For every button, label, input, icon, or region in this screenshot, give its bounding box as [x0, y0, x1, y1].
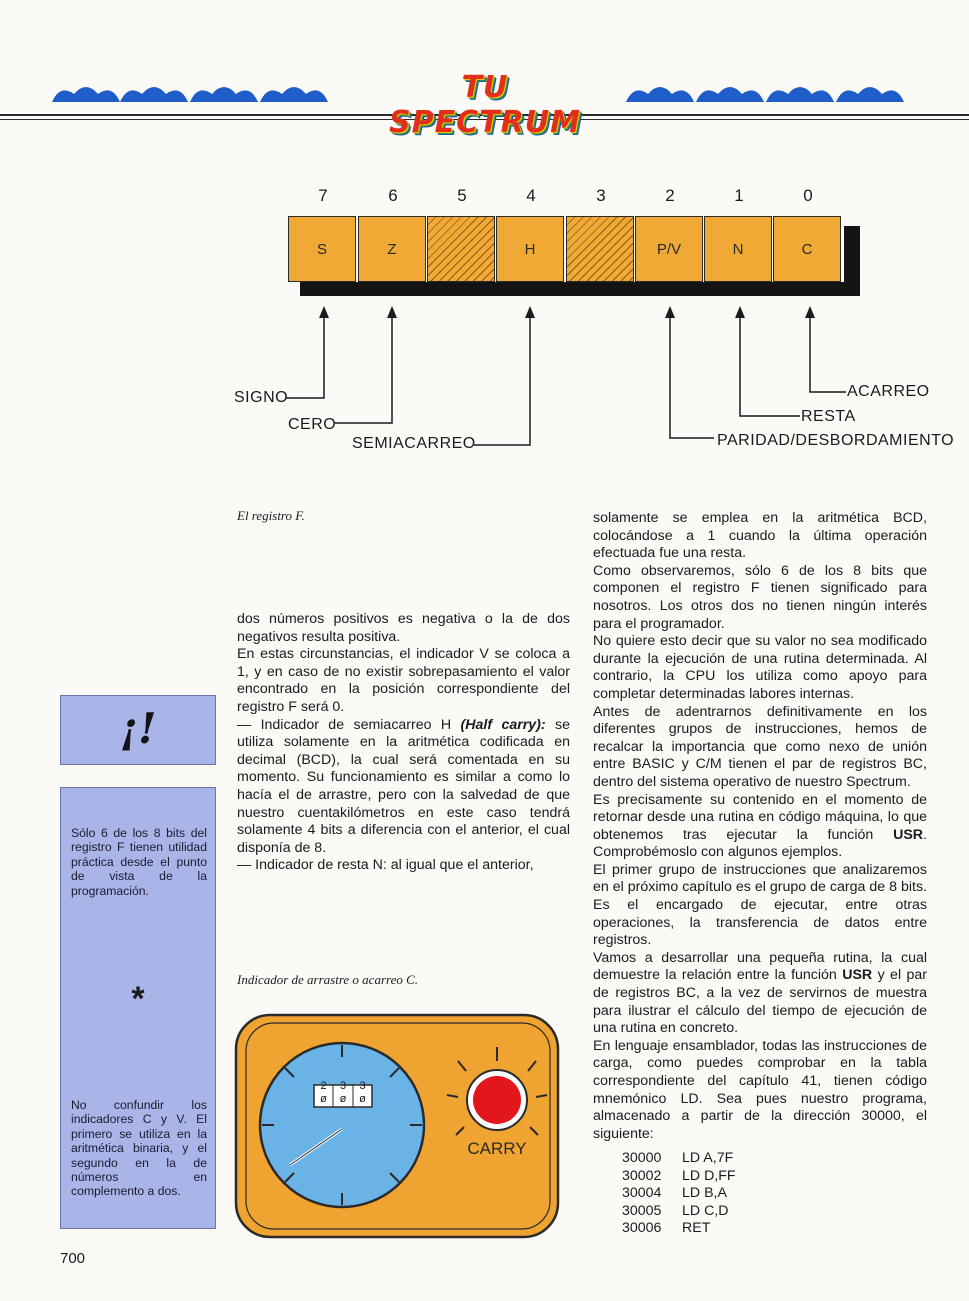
- paragraph: dos números positivos es negativa o la de dos negativos resulta positiva.: [237, 611, 570, 645]
- code-instruction: LD C,D: [682, 1202, 729, 1219]
- label-semiacarreo: SEMIACARREO: [352, 435, 476, 452]
- code-address: 30004: [622, 1185, 662, 1201]
- label-paridad: PARIDAD/DESBORDAMIENTO: [717, 432, 955, 449]
- label-cero: CERO: [288, 416, 337, 433]
- code-listing: [622, 1150, 822, 1238]
- code-line: [622, 1150, 822, 1168]
- paragraph: [593, 950, 927, 1038]
- bit-number: 0: [803, 186, 813, 205]
- bit-number: 3: [596, 186, 606, 205]
- paragraph: El primer grupo de instrucciones que analizaremos en el próximo capítulo es el grupo de carga de 8 bits. Es el encargado de ejecutar, entre otras operaciones, la transferencia de datos entre registros.: [593, 861, 927, 949]
- page-title: TU SPECTRUM: [389, 70, 581, 140]
- bit-number: 1: [734, 186, 744, 205]
- register-bit-h: H: [496, 216, 564, 282]
- counter-digit: ø: [359, 1093, 366, 1105]
- text-run: Vamos a desarrollar una pequeña rutina, la cual demuestre la relación entre la función: [593, 949, 927, 984]
- counter-digit: 3: [339, 1080, 347, 1092]
- carry-label: CARRY: [467, 1139, 527, 1158]
- asterisk-icon: *: [131, 980, 145, 1018]
- sidebar-note: Sólo 6 de los 8 bits del registro F tienen utilidad práctica desde el punto de vista de la programación.: [71, 826, 207, 898]
- paragraph: Como observaremos, sólo 6 de los 8 bits que componen el registro F tienen significado para nosotros. Los otros dos no tienen ningún interés para el programador.: [593, 562, 927, 632]
- counter-digits-top: [314, 1080, 372, 1092]
- caption-carry: Indicador de arrastre o acarreo C.: [237, 972, 419, 987]
- left-column: [237, 611, 570, 875]
- code-line: [622, 1168, 822, 1186]
- code-instruction: LD A,7F: [682, 1150, 734, 1166]
- code-line: [622, 1185, 822, 1203]
- register-f-diagram: [220, 180, 960, 460]
- bit-number: 4: [526, 186, 536, 205]
- counter-digit: ø: [339, 1093, 347, 1105]
- label-resta: RESTA: [801, 408, 856, 425]
- paragraph: solamente se emplea en la aritmética BCD, colocándose a 1 cuando la última operación efectuada fue una resta.: [593, 510, 927, 562]
- text-run: — Indicador de semiacarreo H: [237, 716, 461, 733]
- text-run: y el par de registros BC, a la vez de servirnos de muestra para ilustrar el cálculo del tiempo de ejecución de una rutina en concreto.: [593, 967, 927, 1037]
- paragraph: Antes de adentrarnos definitivamente en los diferentes grupos de instrucciones, hemos de recalcar la importancia que como nexo de unión entre BASIC y C/M tienen el par de registros BC, dentro del sistema operativo de nuestro Spectrum.: [593, 703, 927, 790]
- sidebar-note: No confundir los indicadores C y V. El primero se utiliza en la aritmética binaria, y el segundo en la de números en complemento a dos.: [71, 1098, 207, 1199]
- code-address: 30005: [622, 1202, 662, 1219]
- caption-register: El registro F.: [237, 508, 305, 523]
- code-instruction: LD D,FF: [682, 1167, 736, 1184]
- register-bit-pv: P/V: [635, 216, 703, 282]
- bit-number: 7: [318, 186, 328, 205]
- emphasis-half-carry: (Half carry):: [460, 716, 546, 733]
- paragraph: [237, 717, 570, 858]
- right-column: [593, 510, 927, 1143]
- code-line: [622, 1220, 822, 1238]
- counter-digit: 2: [320, 1080, 327, 1092]
- paragraph: En estas circunstancias, el indicador V se coloca a 1, y en caso de no existir sobrepasamiento el valor encontrado en la posición correspondiente del registro F será 0.: [237, 646, 570, 715]
- code-address: 30002: [622, 1167, 662, 1184]
- keyword-usr: USR: [893, 826, 924, 843]
- paragraph: [593, 792, 927, 862]
- code-line: [622, 1203, 822, 1221]
- code-address: 30006: [622, 1220, 662, 1236]
- code-instruction: RET: [682, 1220, 711, 1236]
- bit-number: 6: [388, 186, 398, 205]
- paragraph: En lenguaje ensamblador, todas las instrucciones de carga, como puedes comprobar en la tabla correspondiente del capítulo 41, tienen código mnemónico LD. Sea pues nuestro programa, almacenado a partir de la dirección 30000, el siguiente:: [593, 1037, 927, 1142]
- counter-digit: 3: [359, 1080, 366, 1092]
- sidebar-notes: [60, 787, 216, 1229]
- text-run: Es precisamente su contenido en el momento de retornar desde una rutina en código máquina, lo que obtenemos tras ejecutar la función: [593, 791, 927, 843]
- odometer-carry-drawing: [232, 1005, 572, 1245]
- text-run: se utiliza solamente en la aritmética codificada en decimal (BCD), la cual será comentada en su momento. Su funcionamiento es similar a como lo hacía el de arrastre, pero con la salvedad de que nuestro cuentakilómetros en este caso tendrá solamente 4 bits a diferencia con el anterior, el cual disponía de 8.: [237, 716, 570, 856]
- register-bit-s: S: [288, 216, 356, 282]
- code-address: 30000: [622, 1150, 662, 1166]
- bit-number: 2: [665, 186, 675, 205]
- carry-illustration: [232, 1005, 572, 1245]
- register-bit-n: N: [704, 216, 772, 282]
- sidebar-header-box: [60, 695, 216, 765]
- text-run: . Comprobémoslo con algunos ejemplos.: [593, 826, 927, 861]
- bit-number: 5: [457, 186, 467, 205]
- paragraph: — Indicador de resta N: al igual que el anterior,: [237, 857, 534, 874]
- paragraph: No quiere esto decir que su valor no sea modificado durante la ejecución de una rutina determinada. Al contrario, la CPU los utiliza como apoyo para completar determinadas labores internas.: [593, 633, 927, 702]
- register-bit-c: C: [773, 216, 841, 282]
- counter-digit: ø: [320, 1093, 327, 1105]
- counter-digits-bottom: [314, 1093, 372, 1105]
- label-acarreo: ACARREO: [847, 383, 930, 400]
- exclamation-icon: ¡!: [119, 704, 157, 753]
- label-signo: SIGNO: [234, 389, 289, 406]
- keyword-usr: USR: [842, 967, 873, 984]
- code-instruction: LD B,A: [682, 1185, 727, 1201]
- register-bit-z: Z: [358, 216, 426, 282]
- page-number: 700: [60, 1250, 86, 1267]
